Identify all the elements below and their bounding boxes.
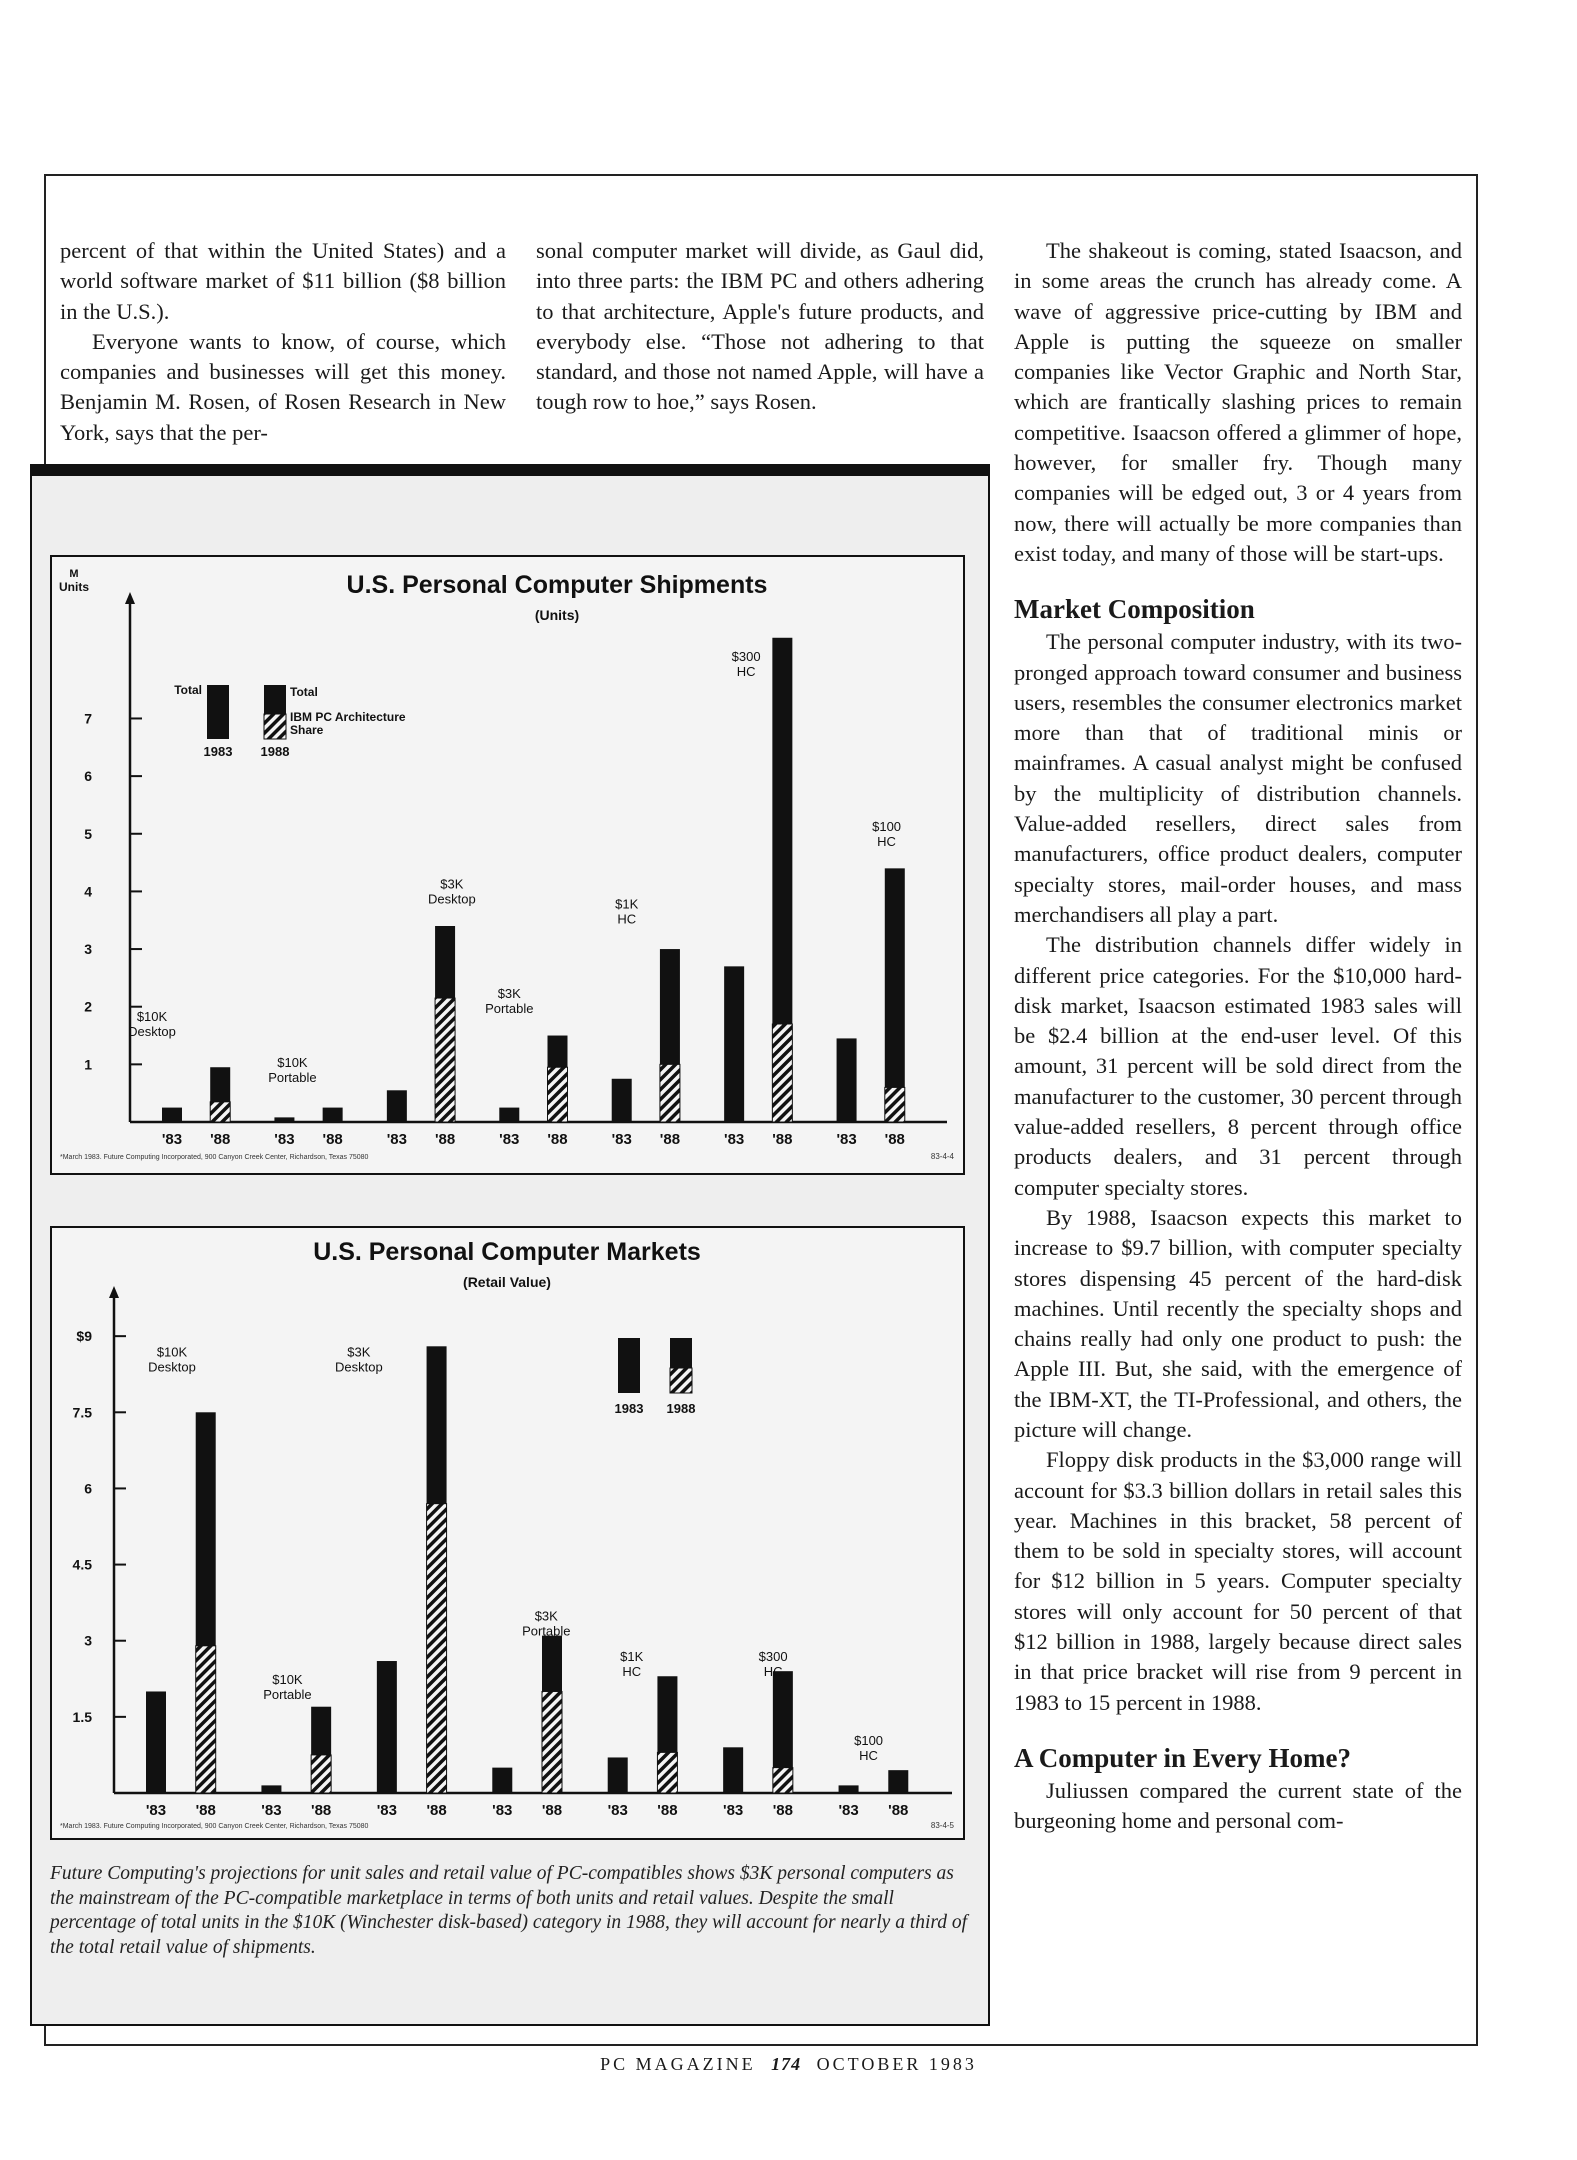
bar-1988-share <box>427 1504 447 1793</box>
category-label: $10K <box>156 1344 188 1360</box>
category-label: $1K <box>620 1649 644 1665</box>
paragraph: sonal computer market will divide, as Gaul did, into three parts: the IBM PC and others adhering to that architecture, Apple's future products, and everybody else. “Those not adhering to that standard, and those not named Apple, will have a tough row to hoe,” says Rosen. <box>536 238 984 415</box>
article-column-1 <box>60 236 506 448</box>
legend-share-label: IBM PC Architecture <box>290 710 406 724</box>
category-label: $3K <box>347 1344 371 1360</box>
bar-1983 <box>274 1117 294 1122</box>
x-tick-label: '83 <box>492 1802 513 1819</box>
x-tick-label: '83 <box>274 1131 295 1148</box>
figure-caption: Future Computing's projections for unit sales and retail value of PC-compatibles shows $3K personal computers as the mainstream of the PC-compatible marketplace in terms of both units and retail values. Despite the small percentage of total units in the $10K (Winchester disk-based) category in 1988, they will account for nearly a third of the total retail value of shipments. <box>50 1863 968 1958</box>
legend-year-1988: 1988 <box>666 1401 696 1416</box>
y-tick-label: 7.5 <box>72 1404 92 1421</box>
paragraph: The distribution channels differ widely in different price categories. For the $10,000 hard-disk market, Isaacson estimated 1983 sales will be $2.4 billion at the end-user level. Of this amount, 31 percent will be sold direct from the manufacturer to the customer, 30 percent through value-added resellers, 8 percent through office products dealers, and 31 percent through computer specialty stores. <box>1014 932 1462 1200</box>
markets-chart <box>52 1228 963 1838</box>
x-tick-label: '88 <box>772 1131 793 1148</box>
category-label: HC <box>763 1664 783 1680</box>
category-label: $3K <box>497 986 521 1002</box>
chart-footnote: *March 1983. Future Computing Incorporated, 900 Canyon Creek Center, Richardson, Texas 75080 <box>60 1154 369 1161</box>
x-tick-label: '88 <box>426 1802 447 1819</box>
legend-year-1983: 1983 <box>614 1401 644 1416</box>
y-axis-arrow <box>109 1286 119 1298</box>
bar-1988-share <box>548 1067 568 1122</box>
category-label: $3K <box>440 876 464 892</box>
y-tick-label: 3 <box>84 1632 92 1649</box>
markets-chart-panel <box>50 1226 965 1840</box>
category-label: Desktop <box>148 1359 196 1375</box>
issue-date: OCTOBER 1983 <box>816 2054 977 2074</box>
x-tick-label: '88 <box>195 1802 216 1819</box>
section-heading: A Computer in Every Home? <box>1014 1742 1351 1773</box>
bar-1983 <box>608 1757 628 1793</box>
page-footer <box>0 2054 1577 2075</box>
category-label: HC <box>617 911 637 927</box>
paragraph: Juliussen compared the current state of the burgeoning home and personal com- <box>1014 1777 1462 1834</box>
bar-1988 <box>885 868 905 1122</box>
category-label: Portable <box>522 1623 571 1639</box>
legend-year-1983: 1983 <box>203 744 233 759</box>
paragraph: By 1988, Isaacson expects this market to increase to $9.7 billion, with computer specialty stores dispensing 45 percent of the hard-disk machines. Until recently the specialty shops and chains really had only one product to push: the Apple III. But, she said, with the emergence of the IBM-XT, the TI-Professional, and others, the picture will change. <box>1014 1204 1462 1442</box>
category-label: Desktop <box>335 1359 383 1375</box>
x-tick-label: '83 <box>838 1802 859 1819</box>
category-label: $100 <box>872 818 902 834</box>
x-tick-label: '88 <box>772 1802 793 1819</box>
bar-1988-share <box>196 1646 216 1793</box>
x-tick-label: '83 <box>386 1131 407 1148</box>
paragraph: Floppy disk products in the $3,000 range will account for $3.3 billion dollars in retail sales this year. Machines in this bracket, 58 percent of them to be sold in specialty stores, will account for $12 billion in 5 years. Computer specialty stores will only account for 50 percent of that $12 billion in 1988, largely because direct sales in that price bracket will rise from 9 percent in 1983 to 15 percent in 1988. <box>1014 1447 1462 1715</box>
y-axis-arrow <box>125 592 135 604</box>
bar-1988-share <box>311 1755 331 1793</box>
legend-year-1988: 1988 <box>260 744 290 759</box>
figure-id: 83-4-4 <box>930 1152 954 1161</box>
chart-subtitle: (Retail Value) <box>463 1274 551 1290</box>
category-label: HC <box>736 663 756 679</box>
x-tick-label: '88 <box>541 1802 563 1819</box>
bar-1988-share <box>773 1768 793 1793</box>
y-tick-label: 6 <box>84 1480 92 1497</box>
bar-1983 <box>612 1079 632 1122</box>
bar-1988-share <box>210 1102 230 1122</box>
x-tick-label: '83 <box>607 1802 628 1819</box>
category-label: $10K <box>136 1009 168 1025</box>
category-label: Portable <box>485 1001 534 1017</box>
article-column-2 <box>536 236 984 418</box>
bar-1983 <box>723 1747 743 1793</box>
category-label: $10K <box>272 1671 303 1687</box>
x-tick-label: '88 <box>311 1802 332 1819</box>
bar-1988-share <box>660 1064 680 1122</box>
paragraph: The personal computer industry, with its two-pronged approach toward consumer and business users, resembles the consumer electronics market more than that of traditional minis or mainframes. A casual analyst might be confused by the multiplicity of distribution channels. Value-added resellers, direct sales from manufacturers, office product dealers, computer specialty stores, mail-order houses, and mass merchandisers all play a part. <box>1014 629 1462 927</box>
x-tick-label: '88 <box>888 1802 909 1819</box>
y-axis-unit: Units <box>59 580 89 594</box>
category-label: $10K <box>277 1055 308 1071</box>
bar-1983 <box>724 966 744 1122</box>
category-label: Portable <box>263 1686 312 1702</box>
shipments-chart <box>52 557 963 1173</box>
x-tick-label: '83 <box>836 1131 857 1148</box>
x-tick-label: '83 <box>723 1802 744 1819</box>
x-tick-label: '83 <box>611 1131 632 1148</box>
x-tick-label: '88 <box>547 1131 568 1148</box>
y-tick-label: 6 <box>84 768 92 785</box>
bar-1983 <box>839 1785 859 1793</box>
figure-id: 83-4-5 <box>930 1821 954 1830</box>
x-tick-label: '83 <box>376 1802 397 1819</box>
x-tick-label: '83 <box>145 1802 167 1819</box>
category-label: $300 <box>758 1649 788 1665</box>
x-tick-label: '88 <box>659 1131 681 1148</box>
legend-bar-1988-share <box>264 714 286 739</box>
legend-total-1983: Total <box>174 683 202 697</box>
bar-1983 <box>261 1785 281 1793</box>
legend-share-label: Share <box>290 723 324 737</box>
legend-bar-1983 <box>207 685 229 739</box>
y-tick-label: 3 <box>84 941 92 958</box>
x-tick-label: '83 <box>261 1802 282 1819</box>
y-tick-label: 2 <box>84 998 92 1015</box>
bar-1988-share <box>435 998 455 1122</box>
legend-bar-1983 <box>618 1338 640 1393</box>
paragraph: Everyone wants to know, of course, which companies and businesses will get this money. Benjamin M. Rosen, of Rosen Research in New York, says that the per- <box>60 328 506 445</box>
x-tick-label: '83 <box>499 1131 520 1148</box>
section-heading: Market Composition <box>1014 594 1255 625</box>
bar-1988-share <box>772 1024 792 1122</box>
y-tick-label: 1 <box>84 1056 92 1073</box>
paragraph: percent of that within the United States) and a world software market of $11 billion ($8 billion in the U.S.). <box>60 238 506 324</box>
category-label: $3K <box>534 1608 558 1624</box>
paragraph: The shakeout is coming, stated Isaacson, and in some areas the crunch has already come. A wave of aggressive price-cutting by IBM and Apple is putting the squeeze on smaller companies like Vector Graphic and North Star, which are frantically slashing prices to remain competitive. Isaacson offered a glimmer of hope, however, for smaller fry. Though many companies will be edged out, 3 or 4 years from now, there will actually be more companies than exist today, and many of those will be start-ups. <box>1014 238 1462 566</box>
y-tick-label: 4 <box>84 883 92 900</box>
bar-1988 <box>323 1108 343 1122</box>
chart-title: U.S. Personal Computer Markets <box>313 1238 701 1266</box>
x-tick-label: '83 <box>724 1131 745 1148</box>
bar-1983 <box>837 1038 857 1122</box>
category-label: HC <box>877 833 896 849</box>
category-label: $1K <box>615 896 639 912</box>
legend-total-1988: Total <box>290 685 318 699</box>
chart-subtitle: (Units) <box>534 607 580 623</box>
article-column-3 <box>1014 236 1462 1837</box>
y-tick-label: 7 <box>84 710 92 727</box>
y-axis-unit-top: M <box>69 568 79 580</box>
y-tick-label: 1.5 <box>72 1708 92 1725</box>
category-label: HC <box>859 1747 878 1763</box>
category-label: HC <box>622 1664 642 1680</box>
chart-footnote: *March 1983. Future Computing Incorporated, 900 Canyon Creek Center, Richardson, Texas 75080 <box>60 1823 369 1830</box>
bar-1983 <box>492 1768 512 1793</box>
bar-1988-share <box>542 1691 562 1793</box>
bar-1983 <box>377 1661 397 1793</box>
shipments-chart-panel <box>50 555 965 1175</box>
category-label: Desktop <box>128 1024 176 1040</box>
x-tick-label: '88 <box>210 1131 231 1148</box>
x-tick-label: '88 <box>884 1131 905 1148</box>
category-label: Portable <box>268 1070 317 1086</box>
page-number: 174 <box>771 2054 802 2074</box>
bar-1983 <box>499 1108 519 1122</box>
x-tick-label: '88 <box>657 1802 678 1819</box>
category-label: $100 <box>854 1732 884 1748</box>
bar-1983 <box>387 1090 407 1122</box>
bar-1988-share <box>657 1752 677 1793</box>
y-tick-label: 5 <box>84 825 92 842</box>
bar-1988 <box>888 1770 908 1793</box>
y-tick-label: $9 <box>76 1328 92 1345</box>
y-tick-label: 4.5 <box>72 1556 92 1573</box>
x-tick-label: '88 <box>434 1131 456 1148</box>
bar-1983 <box>162 1108 182 1122</box>
chart-title: U.S. Personal Computer Shipments <box>346 571 768 599</box>
bar-1988-share <box>885 1087 905 1122</box>
bar-1983 <box>146 1691 166 1793</box>
category-label: $300 <box>731 648 761 664</box>
legend-bar-1988-share <box>670 1368 692 1393</box>
magazine-name: PC MAGAZINE <box>600 2054 756 2074</box>
x-tick-label: '83 <box>161 1131 183 1148</box>
x-tick-label: '88 <box>322 1131 343 1148</box>
category-label: Desktop <box>428 891 476 907</box>
